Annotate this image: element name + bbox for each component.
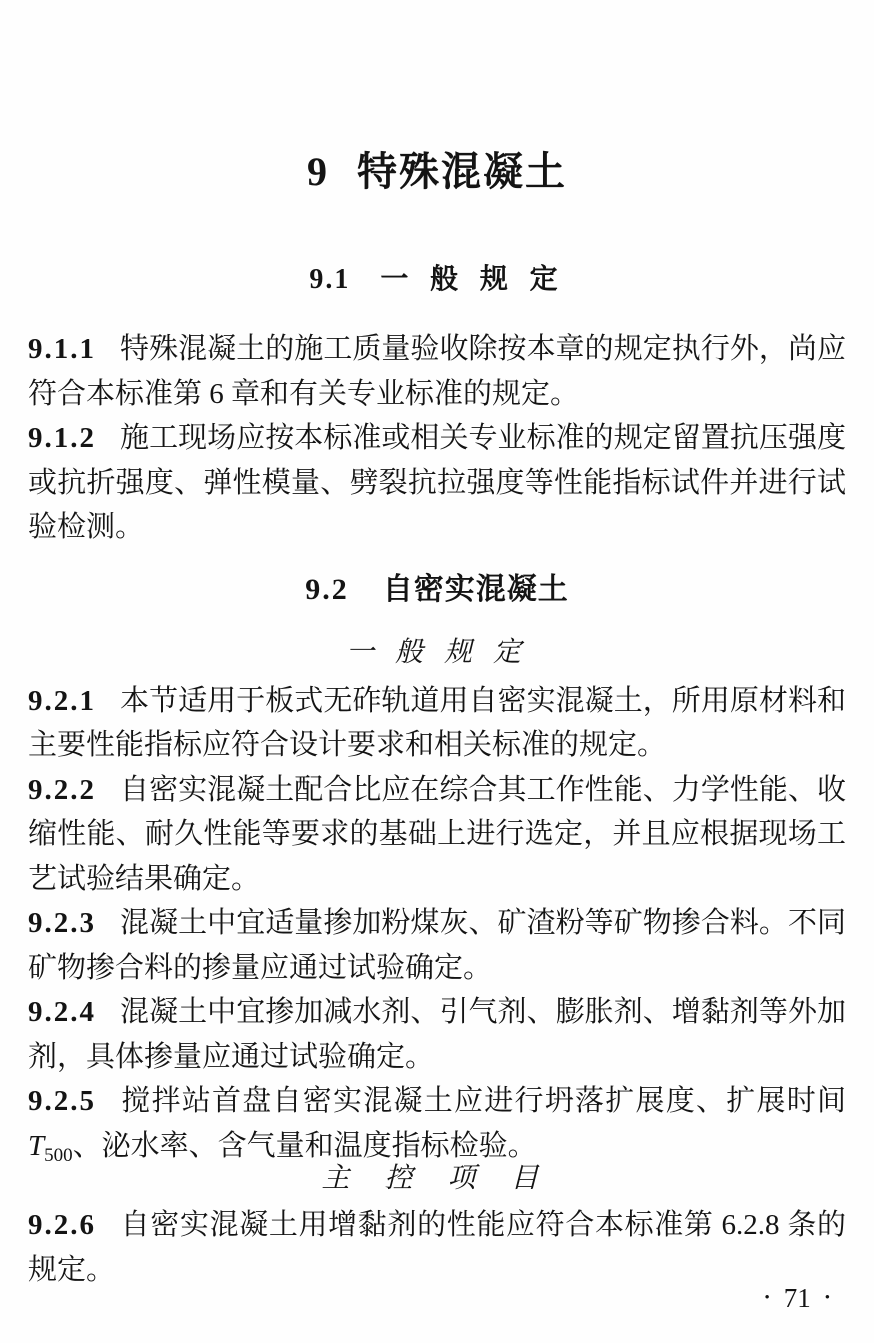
page-number-value: 71	[783, 1283, 811, 1313]
variable-t500: T	[28, 1129, 45, 1162]
clause-9-2-4	[28, 990, 846, 1079]
clause-9-2-5-number: 9.2.5	[28, 1085, 96, 1117]
section-9-2-heading	[28, 570, 846, 610]
section-9-1-number: 9.1	[309, 264, 351, 295]
clause-9-2-5-text-before: 搅拌站首盘自密实混凝土应进行坍落扩展度、扩展时间	[120, 1085, 846, 1117]
clause-9-2-1-text: 本节适用于板式无砟轨道用自密实混凝土，所用原材料和主要性能指标应符合设计要求和相关标准的规定。	[28, 684, 846, 761]
page-number-left-dot: •	[764, 1290, 770, 1306]
clause-9-2-4-text: 混凝土中宜掺加减水剂、引气剂、膨胀剂、增黏剂等外加剂，具体掺量应通过试验确定。	[28, 996, 846, 1073]
clause-9-2-5	[28, 1079, 846, 1168]
section-9-2-number: 9.2	[305, 572, 349, 606]
clause-9-2-2-text: 自密实混凝土配合比应在综合其工作性能、力学性能、收缩性能、耐久性能等要求的基础上进行选定，并且应根据现场工艺试验结果确定。	[28, 773, 846, 895]
chapter-heading	[28, 0, 846, 196]
clause-9-2-6-number: 9.2.6	[28, 1209, 96, 1241]
clause-9-1-1-number: 9.1.1	[28, 333, 96, 365]
subheading-general-provisions: 一 般 规 定	[345, 636, 528, 668]
clause-9-2-2-number: 9.2.2	[28, 773, 96, 806]
clause-9-2-1	[28, 679, 846, 768]
chapter-title: 特殊混凝土	[357, 150, 567, 194]
clause-9-2-5-text-after: 、泌水率、含气量和温度指标检验。	[72, 1129, 537, 1162]
page-number	[764, 1283, 830, 1313]
clause-9-2-3	[28, 901, 846, 990]
section-9-1-title: 一 般 规 定	[380, 263, 565, 294]
clause-9-2-1-number: 9.2.1	[28, 684, 96, 717]
section-9-1-heading	[28, 261, 846, 298]
clause-9-2-6-text: 自密实混凝土用增黏剂的性能应符合本标准第 6.2.8 条的规定。	[28, 1209, 846, 1286]
subheading-main-control-items: 主 控 项 目	[321, 1163, 553, 1194]
clause-9-2-3-text: 混凝土中宜适量掺加粉煤灰、矿渣粉等矿物掺合料。不同矿物掺合料的掺量应通过试验确定。	[28, 907, 846, 984]
clause-9-2-3-number: 9.2.3	[28, 907, 96, 939]
clause-9-1-2	[28, 416, 846, 550]
variable-t500-subscript: 500	[44, 1144, 73, 1166]
clause-9-1-1	[28, 327, 846, 416]
clause-9-1-1-text: 特殊混凝土的施工质量验收除按本章的规定执行外，尚应符合本标准第 6 章和有关专业标准的规定。	[28, 333, 846, 410]
page-number-right-dot: •	[824, 1290, 830, 1306]
clause-9-2-2	[28, 768, 846, 902]
clause-9-2-4-number: 9.2.4	[28, 996, 96, 1028]
section-9-2-title: 自密实混凝土	[382, 572, 569, 606]
clause-9-1-2-number: 9.1.2	[28, 422, 96, 454]
chapter-number: 9	[307, 149, 327, 194]
clause-9-2-6	[28, 1203, 846, 1292]
clause-9-1-2-text: 施工现场应按本标准或相关专业标准的规定留置抗压强度或抗折强度、弹性模量、劈裂抗拉强度等性能指标试件并进行试验检测。	[28, 422, 846, 543]
